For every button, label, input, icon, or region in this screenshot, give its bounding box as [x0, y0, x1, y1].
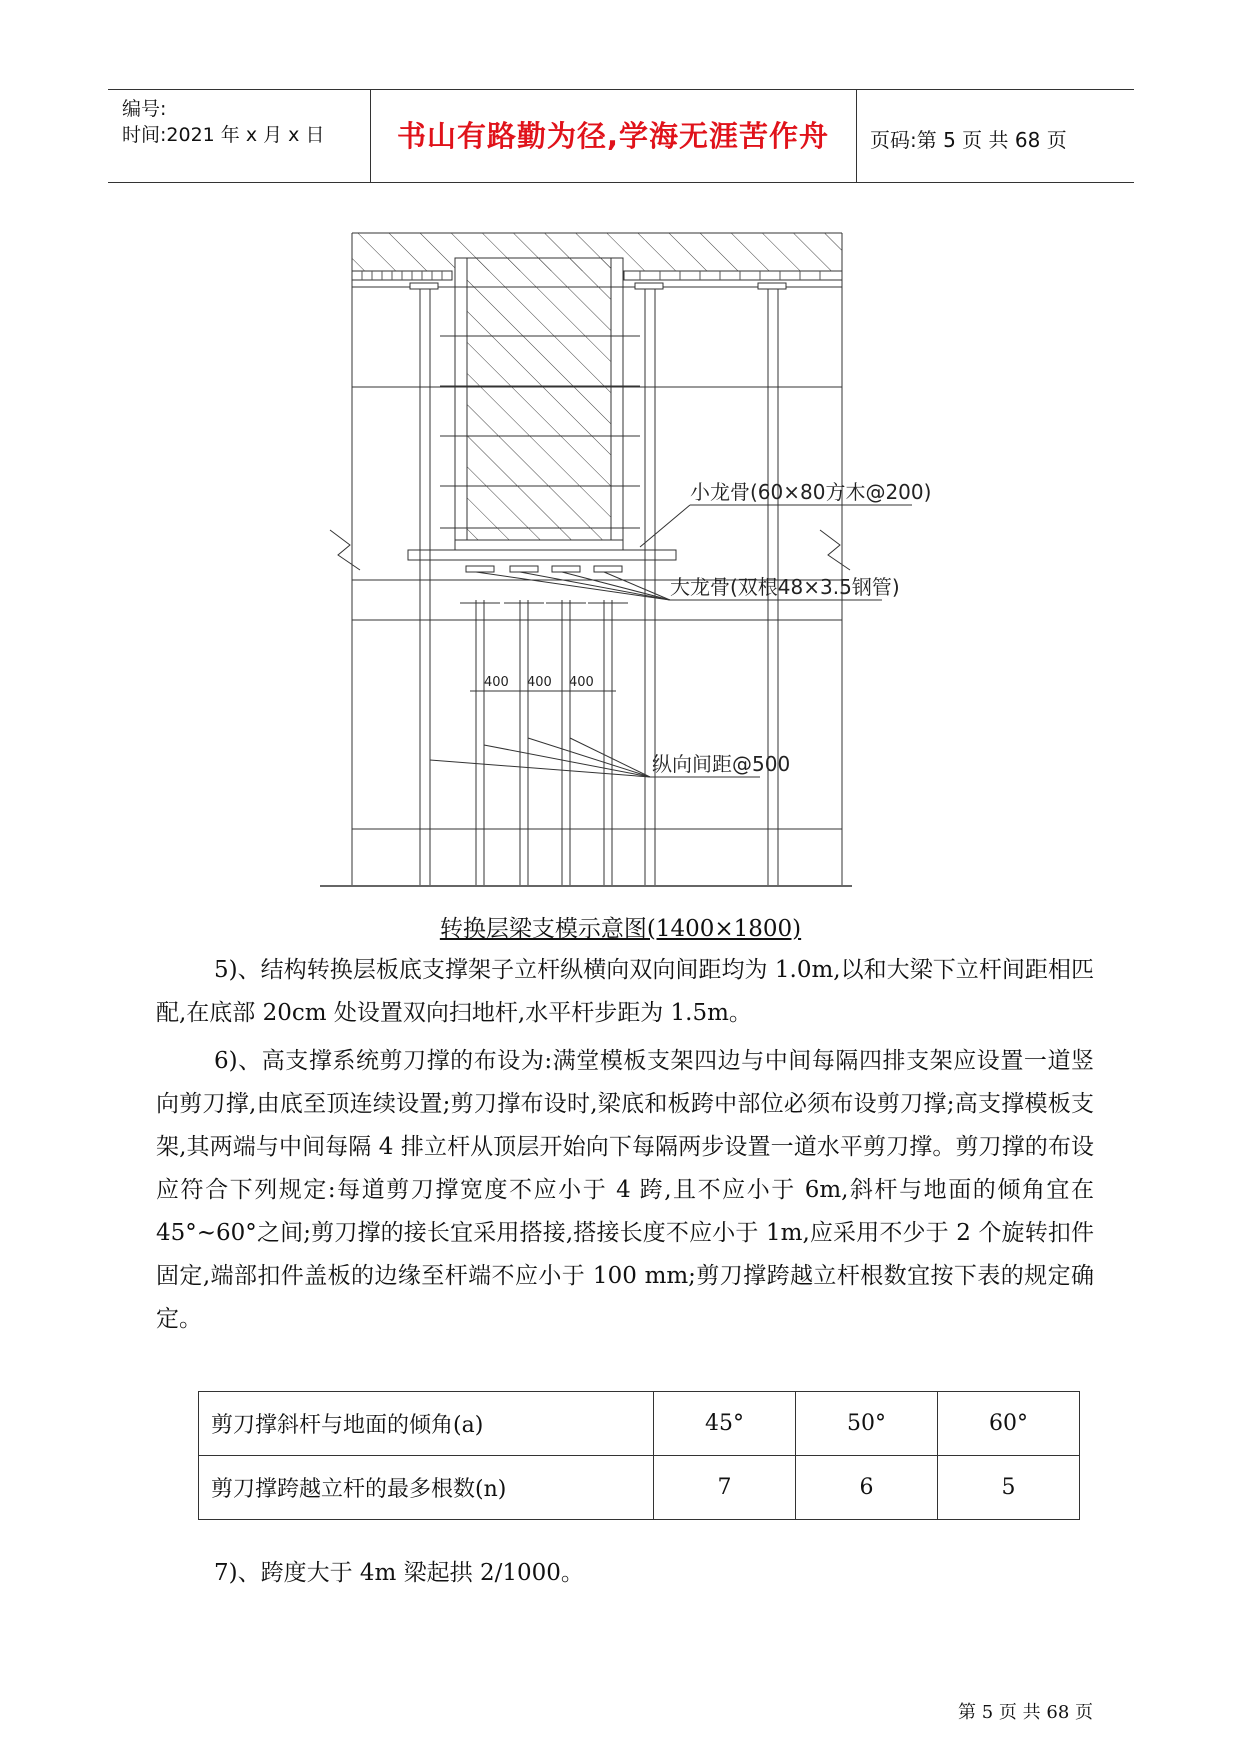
table-cell: 6 — [796, 1456, 938, 1520]
serial-number-label: 编号: — [122, 98, 167, 120]
table-row — [199, 1456, 1080, 1520]
beam-concrete — [467, 258, 611, 548]
dimension-400-1: 400 — [484, 675, 509, 690]
table-cell: 60° — [938, 1392, 1080, 1456]
table-cell: 50° — [796, 1392, 938, 1456]
small-joist-timber — [408, 550, 676, 560]
header-page-number: 页码:第 5 页 共 68 页 — [870, 128, 1067, 152]
date-label: 时间:2021 年 x 月 x 日 — [122, 124, 325, 146]
main-joist-label: 大龙骨(双根48×3.5钢管) — [670, 575, 900, 599]
figure-caption: 转换层梁支模示意图(1400×1800) — [439, 916, 802, 942]
table-cell: 5 — [938, 1456, 1080, 1520]
dimension-400-2: 400 — [527, 675, 552, 690]
beam-side-form-right — [611, 258, 623, 550]
page-footer: 第 5 页 共 68 页 — [958, 1702, 1093, 1723]
table-cell: 7 — [654, 1456, 796, 1520]
table-row — [199, 1392, 1080, 1456]
slab-formwork-right — [624, 271, 842, 280]
paragraph-6: 6)、高支撑系统剪刀撑的布设为:满堂模板支架四边与中间每隔四排支架应设置一道竖向剪刀撑,由底至顶连续设置;剪刀撑布设时,梁底和板跨中部位必须布设剪刀撑;高支撑模板支架,其两端与中间每隔 4 排立杆从顶层开始向下每隔两步设置一道水平剪刀撑。剪刀撑的布设应符合下列规定:每道剪刀撑宽度不应小于 4 跨,且不应小于 6m,斜杆与地面的倾角宜在 45°~60°之间;剪刀撑的接长宜采用搭接,搭接长度不应小于 1m,应采用不少于 2 个旋转扣件固定,端部扣件盖板的边缘至杆端不应小于 100 mm;剪刀撑跨越立杆根数宜按下表的规定确定。 — [156, 1048, 1094, 1332]
beam-side-form-left — [455, 258, 467, 550]
longitudinal-spacing-label: 纵向间距@500 — [652, 752, 791, 776]
dimension-400-3: 400 — [569, 675, 594, 690]
beam-bottom-form — [455, 540, 623, 550]
table-cell-label: 剪刀撑斜杆与地面的倾角(a) — [199, 1392, 654, 1456]
paragraph-7: 7)、跨度大于 4m 梁起拱 2/1000。 — [214, 1560, 584, 1586]
table-cell-label: 剪刀撑跨越立杆的最多根数(n) — [199, 1456, 654, 1520]
table-cell: 45° — [654, 1392, 796, 1456]
paragraph-5: 5)、结构转换层板底支撑架子立杆纵横向双向间距均为 1.0m,以和大梁下立杆间距相匹配,在底部 20cm 处设置双向扫地杆,水平杆步距为 1.5m。 — [156, 957, 1094, 1026]
small-joist-label: 小龙骨(60×80方木@200) — [690, 480, 932, 504]
shear-brace-table — [198, 1391, 1080, 1520]
motto-text: 书山有路勤为径,学海无涯苦作舟 — [396, 119, 830, 153]
